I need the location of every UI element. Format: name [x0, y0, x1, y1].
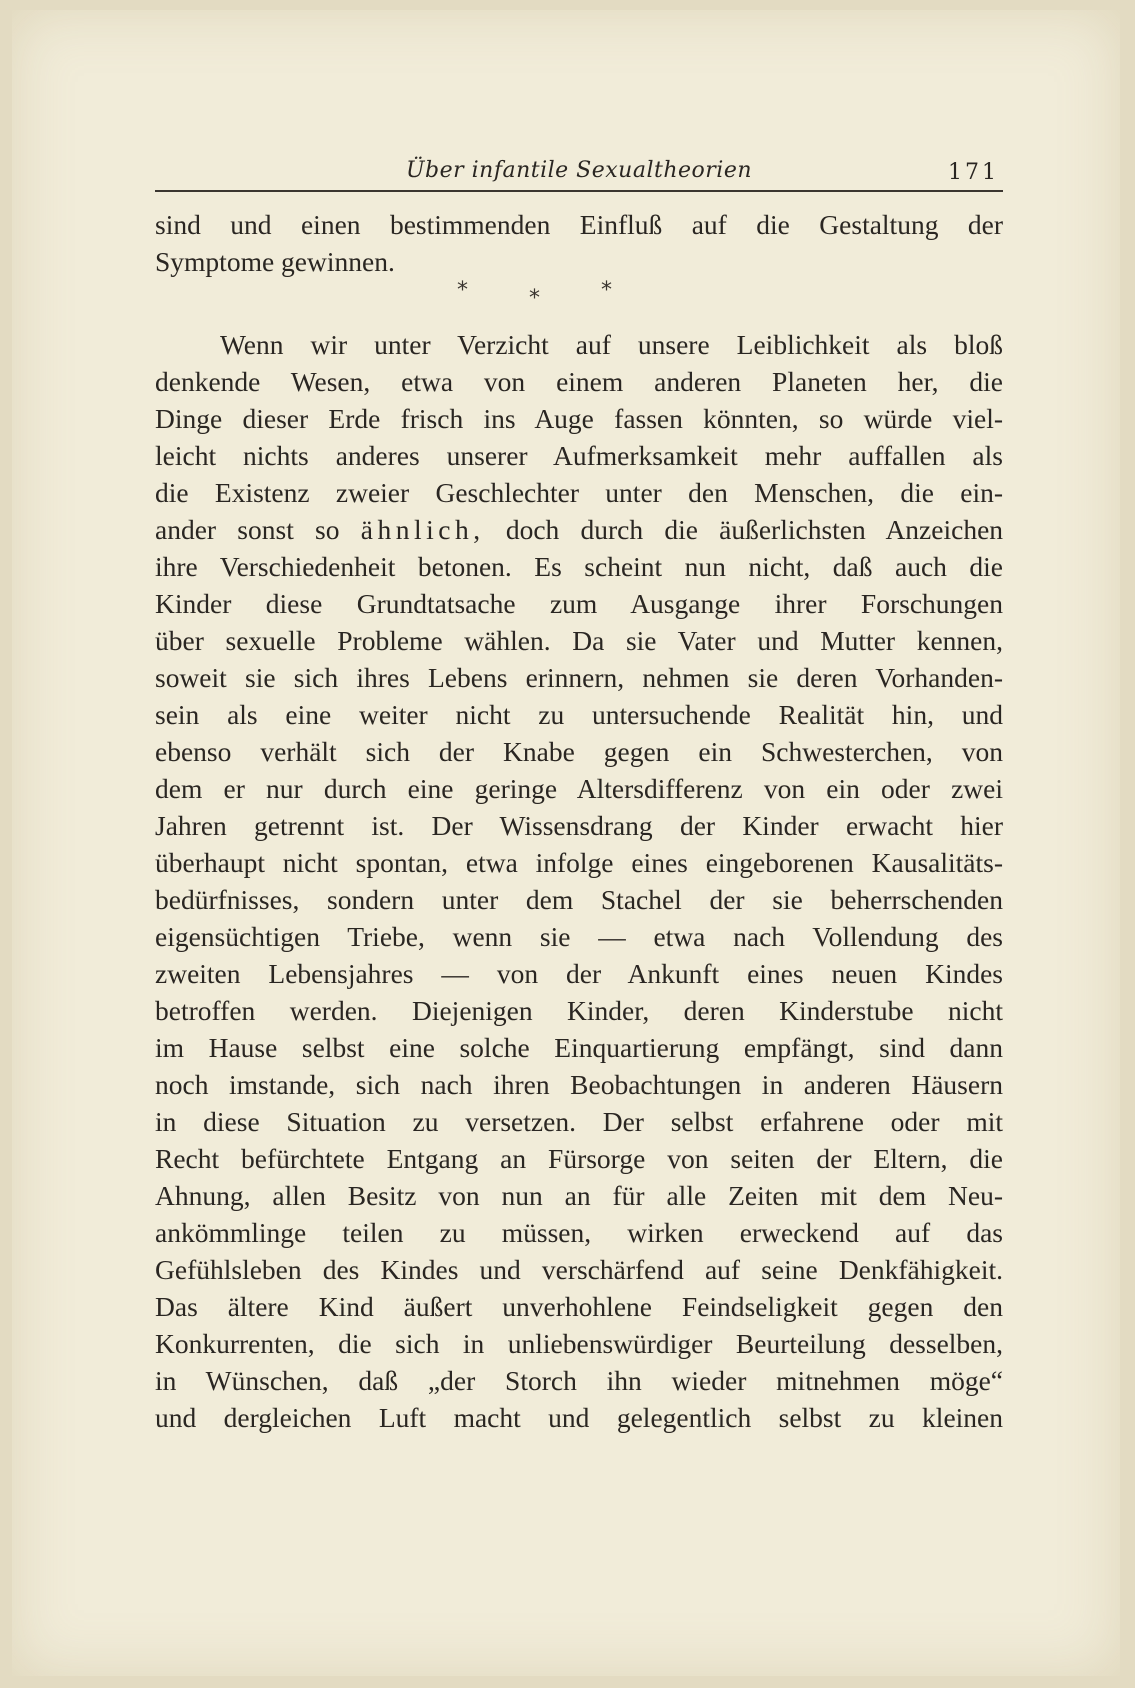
text-line: ankömmlinge teilen zu müssen, wirken erweckend auf das	[155, 1217, 1003, 1248]
text-line: ihre Verschiedenheit betonen. Es scheint nun nicht, daß auch die	[155, 551, 1003, 582]
text-line: sind und einen bestimmenden Einfluß auf die Gestaltung der	[155, 209, 1003, 240]
text-line: Dinge dieser Erde frisch ins Auge fassen könnten, so würde viel-	[155, 403, 1003, 434]
text-fragment: ander sonst so	[155, 514, 340, 545]
text-line: Gefühlsleben des Kindes und verschärfend auf seine Denkfähigkeit.	[155, 1254, 1003, 1285]
text-line: Ahnung, allen Besitz von nun an für alle Zeiten mit dem Neu-	[155, 1180, 1003, 1211]
text-line: betroffen werden. Diejenigen Kinder, deren Kinderstube nicht	[155, 995, 1003, 1026]
text-line: Recht befürchtete Entgang an Fürsorge von seiten der Eltern, die	[155, 1143, 1003, 1174]
text-line: denkende Wesen, etwa von einem anderen Planeten her, die	[155, 366, 1003, 397]
running-title: Über infantile Sexualtheorien	[405, 158, 753, 183]
text-line: Das ältere Kind äußert unverhohlene Feindseligkeit gegen den	[155, 1291, 1003, 1322]
text-line: Konkurrenten, die sich in unliebenswürdiger Beurteilung desselben,	[155, 1328, 1003, 1359]
text-line: eigensüchtigen Triebe, wenn sie — etwa nach Vollendung des	[155, 921, 1003, 952]
asterisk-center: *	[529, 286, 540, 311]
page-number: 171	[948, 160, 999, 185]
text-line: leicht nichts anderes unserer Aufmerksamkeit mehr auffallen als	[155, 440, 1003, 471]
asterisk-left: *	[457, 278, 468, 303]
text-line: zweiten Lebensjahres — von der Ankunft eines neuen Kindes	[155, 958, 1003, 989]
section-break	[155, 280, 1003, 326]
text-line: Wenn wir unter Verzicht auf unsere Leiblichkeit als bloß	[220, 329, 1003, 360]
emphasized-word: ähnlich,	[360, 514, 485, 545]
text-line: ebenso verhält sich der Knabe gegen ein Schwesterchen, von	[155, 736, 1003, 767]
text-line: dem er nur durch eine geringe Altersdifferenz von ein oder zwei	[155, 773, 1003, 804]
text-line: bedürfnisses, sondern unter dem Stachel der sie beherrschenden	[155, 884, 1003, 915]
page-header	[155, 154, 1003, 192]
text-fragment: doch durch die äußerlichsten Anzeichen	[505, 514, 1004, 545]
text-line: überhaupt nicht spontan, etwa infolge eines eingeborenen Kausalitäts-	[155, 847, 1003, 878]
text-line: in Wünschen, daß „der Storch ihn wieder mitnehmen möge“	[155, 1365, 1003, 1396]
text-line: über sexuelle Probleme wählen. Da sie Vater und Mutter kennen,	[155, 625, 1003, 656]
text-line: soweit sie sich ihres Lebens erinnern, nehmen sie deren Vorhanden-	[155, 662, 1003, 693]
text-line: Kinder diese Grundtatsache zum Ausgange ihrer Forschungen	[155, 588, 1003, 619]
book-page	[12, 10, 1120, 1676]
asterisk-right: *	[601, 278, 612, 303]
text-line-with-emphasis	[155, 511, 1003, 548]
text-line: Symptome gewinnen.	[155, 246, 395, 277]
text-line: und dergleichen Luft macht und gelegentlich selbst zu kleinen	[155, 1402, 1003, 1433]
text-line: die Existenz zweier Geschlechter unter den Menschen, die ein-	[155, 477, 1003, 508]
text-line: sein als eine weiter nicht zu untersuchende Realität hin, und	[155, 699, 1003, 730]
text-line: noch imstande, sich nach ihren Beobachtungen in anderen Häusern	[155, 1069, 1003, 1100]
text-line: Jahren getrennt ist. Der Wissensdrang der Kinder erwacht hier	[155, 810, 1003, 841]
text-line: im Hause selbst eine solche Einquartierung empfängt, sind dann	[155, 1032, 1003, 1063]
text-line: in diese Situation zu versetzen. Der selbst erfahrene oder mit	[155, 1106, 1003, 1137]
body-text	[155, 206, 1003, 1436]
